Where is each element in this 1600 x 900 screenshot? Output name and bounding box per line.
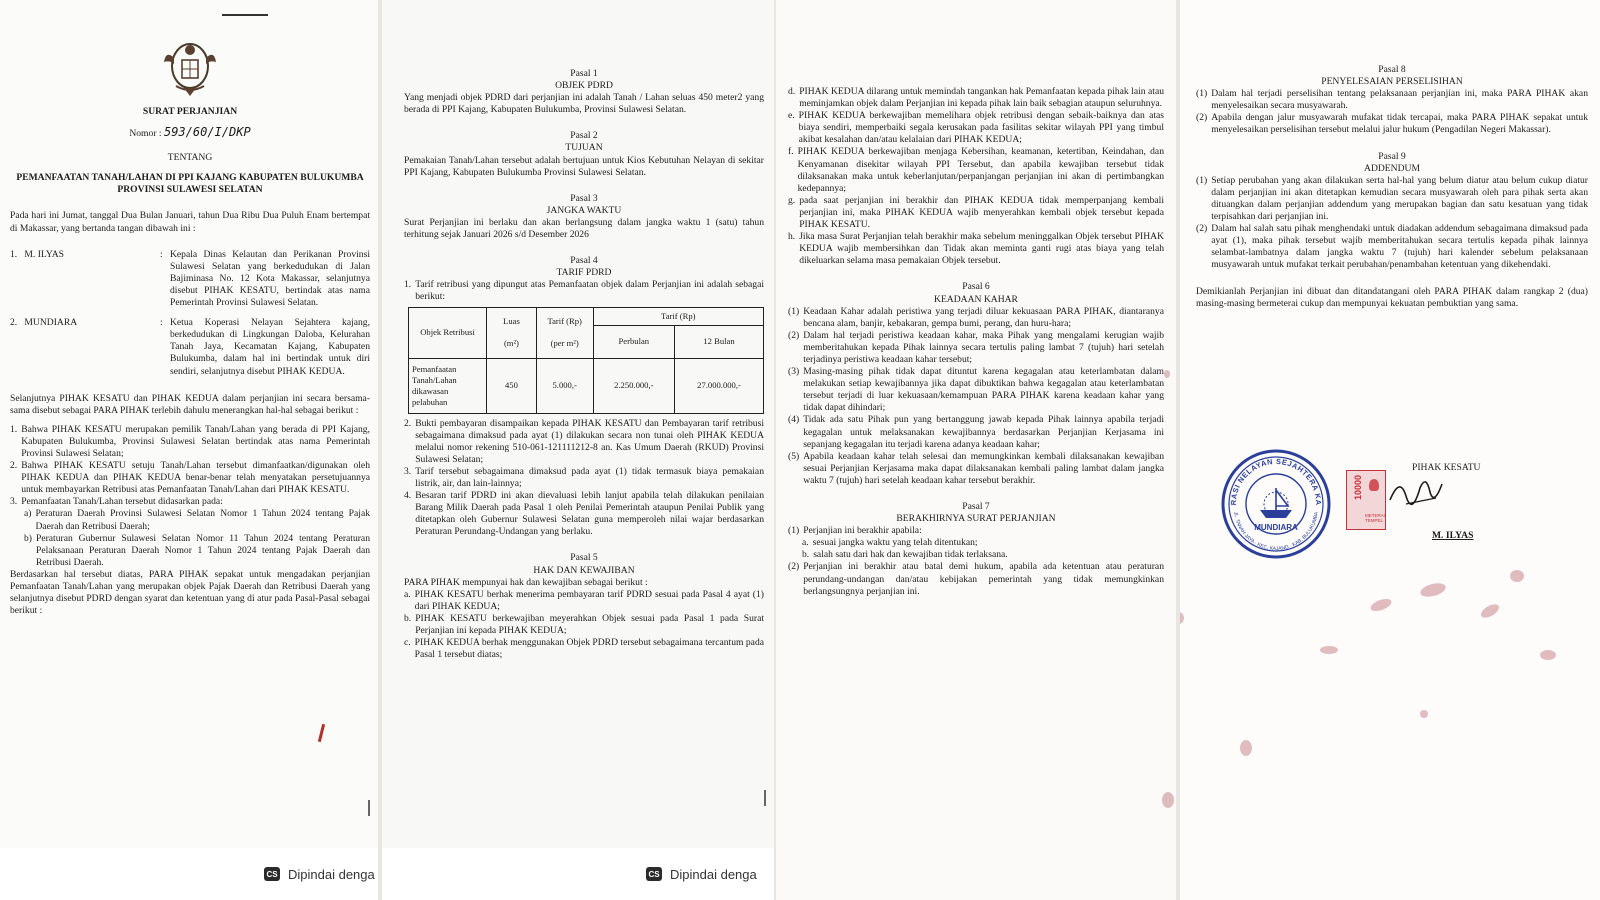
pasal-6-item-4: (4) Tidak ada satu Pihak pun yang bertanggung jawab kepada Pihak lainnya apabila terjadi kegagalan untuk melaksanakan kewajibannya berdasarkan Perjanjian Kerjasama ini sepanjang kegagalan itu terjadi karena adanya keadaan kahar; (788, 414, 1164, 450)
selanjutnya-paragraph: Selanjutnya PIHAK KESATU dan PIHAK KEDUA dalam perjanjian ini secara bersama-sama disebut sebagai PARA PIHAK terlebih dahulu menerangkan hal-hal sebagai berikut : (10, 392, 370, 416)
ink-blot (1180, 612, 1184, 624)
pasal-4-title: Pasal 4 (570, 255, 598, 267)
subject-line-1: PEMANFAATAN TANAH/LAHAN DI PPI KAJANG KABUPATEN BULUKUMBA (16, 172, 364, 184)
cooperative-stamp (1220, 448, 1332, 560)
th-12bulan: 12 Bulan (675, 325, 764, 358)
tentang-label: TENTANG (167, 152, 213, 164)
camscanner-icon: CS (264, 867, 280, 881)
th-perbulan: Perbulan (593, 325, 674, 358)
ink-blot (1369, 597, 1393, 614)
party-2-name-cell (10, 317, 160, 377)
th-luas: Luas (m²) (487, 307, 537, 358)
td-luas: 450 (487, 358, 537, 413)
party-2-name: MUNDIARA (24, 317, 78, 329)
document-number (10, 126, 370, 140)
pasal-4-item-4: 4. Besaran tarif PDRD ini akan dievaluasi lebih lanjut apabila telah dilakukan penilaian Barang Milik Daerah pada Pasal 1 oleh Penilai Pemerintah ataupun Penilai Publik yang ditetapkan oleh Gubernur Sulawesi Selatan guna memperoleh nilai wajar berdasarkan Peraturan Perundang-Undangan yang berlaku. (404, 490, 764, 538)
pasal-6-item-2: (2) Dalam hal terjadi peristiwa keadaan kahar, maka Pihak yang mengalami kerugian wajib memberitahukan kepada Pihak lainnya secara tertulis paling lambat 7 (tujuh) hari setelah terjadinya peristiwa keadaan kahar tersebut; (788, 329, 1164, 365)
ink-blot (1162, 792, 1174, 808)
pasal-9-item-1: (1) Setiap perubahan yang akan dilakukan serta hal-hal yang belum diatur atau belum cukup diatur dalam perjanjian ini akan ditetapkan kemudian secara musyawarah oleh para pihak serta akan dituangkan dalam perjanjian addendum yang merupakan bagian dan satu kesatuan yang tidak terpisahkan dari perjanjian ini. (1196, 174, 1588, 223)
pasal-6-item-5: (5) Apabila keadaan kahar telah selesai dan memungkinkan kembali dilaksanakan kewajiban sesuai Perjanjian Kerjasama maka dapat dilaksanakan kembali paling lambat dalam jangka waktu 7 (tujuh) hari setelah keadaan kahar tersebut berakhir. (788, 450, 1164, 486)
td-objek: Pemanfaatan Tanah/Lahan dikawasan pelabuhan (409, 358, 487, 413)
pasal-7-item-2: (2) Perjanjian ini berakhir atau batal demi hukum, apabila ada ketentuan atau peraturan perundang-undangan dan/atau kebijakan pemerintah yang tidak memungkinkan berlangsungnya perjanjian ini. (788, 561, 1164, 597)
pasal-8-item-1: (1) Dalam hal terjadi perselisihan tentang pelaksanaan perjanjian ini, maka PARA PIHAK akan menyelesaikan secara musyawarah. (1196, 88, 1588, 112)
meterai-stamp (1346, 470, 1386, 530)
item-g: g. pada saat perjanjian ini berakhir dan PIHAK KEDUA tidak memperpanjang kembali perjanjian ini, maka PIHAK KEDUA wajib menyerahkan kembali objek tersebut kepada PIHAK KESATU. (788, 194, 1164, 231)
sub-point-a: a) Peraturan Daerah Provinsi Sulawesi Selatan Nomor 1 Tahun 2024 tentang Pajak Daerah dan Retribusi Daerah; (24, 508, 370, 532)
pasal-8-title: Pasal 8 (1378, 64, 1406, 75)
subject-line-2: PROVINSI SULAWESI SELATAN (117, 184, 263, 196)
pihak-kesatu-name: M. ILYAS (1432, 530, 1474, 541)
pasal-5-title: Pasal 5 (570, 552, 598, 564)
pasal-3-title: Pasal 3 (570, 192, 598, 204)
party-2-description: Ketua Koperasi Nelayan Sejahtera kajang, berkedudukan di Lingkungan Daloba, Kelurahan Tanah Jaya, Kecamatan Kajang, Kabupaten Bulukumba, dalam hal ini bertindak untuk diri sendiri, selanjutnya disebut PIHAK KEDUA. (170, 317, 370, 377)
pasal-6-title: Pasal 6 (962, 281, 990, 293)
pasal-9-item-2: (2) Dalam hal salah satu pihak menghendaki untuk diadakan addendum sebagaimana dimaksud pada ayat (1), maka pihak tersebut wajib memberitahukan secara tertulis kepada pihak lainnya selambat-lambatnya dalam jangka waktu 7 (tujuh) hari kalender sebelum pelaksanaan musyawarah untuk mufakat terkait perubahan/penambahan ketentuan yang dikehendaki. (1196, 223, 1588, 271)
pasal-9-title: Pasal 9 (1378, 150, 1406, 162)
pasal-4-heading: TARIF PDRD (556, 267, 612, 279)
party-1-name: M. ILYAS (24, 248, 64, 260)
closing-paragraph: Berdasarkan hal tersebut diatas, PARA PIHAK sepakat untuk mengadakan perjanjian Pemanfaatan Tanah/Lahan yang merupakan objek Pajak Daerah dan Retribusi Daerah yang selanjutnya disebut PDRD dengan syarat dan ketentuan yang di atur pada Pasal-Pasal sebagai berikut : (10, 568, 370, 617)
pasal-5-intro: PARA PIHAK mempunyai hak dan kewajiban sebagai berikut : (404, 576, 648, 588)
ink-blot (1479, 602, 1501, 621)
meterai-label: METERAI TEMPEL (1365, 513, 1386, 523)
pasal-7-heading: BERAKHIRNYA SURAT PERJANJIAN (896, 513, 1056, 525)
party-1-description: Kepala Dinas Kelautan dan Perikanan Provinsi Sulawesi Selatan yang berkedudukan di Jalan Bajiminasa No. 12 Kota Makassar, selanjutnya disebut PIHAK KESATU, bertindak atas nama Pemerintah Provinsi Sulawesi Selatan. (170, 248, 370, 309)
pasal-6-item-3: (3) Masing-masing pihak tidak dapat dituntut karena kegagalan atau keterlambatan dalam melakukan setiap kewajibannya jika dapat dibuktikan bahwa kegagalan atau keterlambatan tersebut terjadi di luar kekuasaan/kemampuan PARA PIHAK karena keadaan kahar yang tidak dapat dihindari; (788, 366, 1164, 414)
pasal-7-title: Pasal 7 (962, 501, 990, 512)
tarif-table (408, 307, 764, 414)
pasal-4-item-3: 3. Tarif tersebut sebagaimana dimaksud pada ayat (1) tidak termasuk biaya pemakaian listrik, air, dan lain-lainnya; (404, 465, 764, 489)
signature-mark (1386, 470, 1446, 514)
pasal-7-item-1: (1) Perjanjian ini berakhir apabila: (788, 525, 922, 537)
pasal-1-title: Pasal 1 (570, 68, 598, 79)
party-2-number: 2. (10, 317, 18, 329)
item-f: f. PIHAK KEDUA berkewajiban menjaga Kebersihan, keamanan, ketertiban, Keindahan, dan Kenyamanan disekitar wilayah PPI Tersebut, dan apabila kewajiban tersebut tidak dilaksanakan maka untuk keberlanjutan/perpanjangan perjanjian ini akan di pertimbangkan kedepannya; (788, 146, 1164, 194)
item-d: d. PIHAK KEDUA dilarang untuk memindah tangankan hak Pemanfaatan kepada pihak lain atau meminjamkan objek dalam Perjanjian ini kepada pihak lain baik sebagian ataupun seluruhnya. (788, 86, 1164, 110)
pihak-kesatu-label: PIHAK KESATU (1412, 462, 1481, 473)
ink-blot (1164, 370, 1170, 378)
ink-blot (1510, 570, 1524, 582)
item-e: e. PIHAK KEDUA berkewajiban memelihara objek retribusi dengan sebaik-baiknya dan atas biaya sendiri, memperbaiki segala kerusakan pada fasilitas sekitar wilayah PPI yang timbul akibat kesalahan dan/atau kelalaian dari PIHAK KEDUA; (788, 110, 1164, 146)
document-title: SURAT PERJANJIAN (142, 106, 238, 117)
th-tarif-2: Tarif (Rp) (593, 307, 763, 325)
pasal-3-heading: JANGKA WAKTU (546, 204, 622, 216)
ink-mark (318, 724, 325, 742)
svg-text:MUNDIARA: MUNDIARA (1254, 523, 1298, 532)
pasal-4-item-1: 1. Tarif retribusi yang dipungut atas Pemanfaatan objek dalam Perjanjian ini adalah sebagai berikut: (404, 279, 764, 303)
document-page-4 (1180, 0, 1600, 900)
ink-blot (1240, 740, 1252, 756)
scan-mark (222, 14, 268, 16)
scanner-label: Dipindai denga (670, 866, 757, 882)
pasal-7-sub-b: b. salah satu dari hak dan kewajiban tidak terlaksana. (802, 549, 1008, 561)
pasal-7-sub-a: a. sesuai jangka waktu yang telah ditentukan; (802, 537, 978, 549)
pasal-2-heading: TUJUAN (565, 142, 603, 154)
pasal-8-item-2: (2) Apabila dengan jalur musyawarah mufakat tidak tercapai, maka PARA PIHAK sepakat untuk menyelesaikan perselisihan tersebut melalui jalur hukum (Pengadilan Negeri Makassar). (1196, 112, 1588, 136)
sub-point-b: b) Peraturan Gubernur Sulawesi Selatan Nomor 11 Tahun 2024 tentang Peraturan Pelaksanaan Peraturan Daerah Nomor 1 Tahun 2024 tentang Pajak Daerah dan Retribusi Daerah. (24, 532, 370, 568)
pasal-1-text: Yang menjadi objek PDRD dari perjanjian ini adalah Tanah / Lahan seluas 450 meter2 yang berada di PPI Kajang, Kabupaten Bulukumba, Provinsi Sulawesi Selatan. (404, 92, 764, 116)
scan-edge (368, 800, 370, 816)
td-12bulan: 27.000.000,- (675, 358, 764, 413)
scanner-footer-1 (0, 848, 378, 900)
td-perbulan: 2.250.000,- (593, 358, 674, 413)
scan-edge (764, 790, 766, 806)
pasal-9-heading: ADDENDUM (1364, 162, 1420, 174)
svg-text:JL. TANAH JAYA · KEC. KAJANG ·: JL. TANAH JAYA · KEC. KAJANG · KAB. BULUKUMBA (1232, 511, 1320, 553)
point-1: 1. Bahwa PIHAK KESATU merupakan pemilik Tanah/Lahan yang berada di PPI Kajang, Kabupaten Bulukumba, Provinsi Sulawesi Selatan bertindak atas nama Pemerintah Provinsi Sulawesi Selatan; (10, 423, 370, 459)
pasal-5-item-a: a. PIHAK KESATU berhak menerima pembayaran tarif PDRD sesuai pada Pasal 4 ayat (1) dari PIHAK KEDUA; (404, 588, 764, 612)
ink-blot (1540, 650, 1556, 660)
pasal-1-heading: OBJEK PDRD (555, 80, 613, 92)
pasal-6-item-1: (1) Keadaan Kahar adalah peristiwa yang terjadi diluar kekuasaan PARA PIHAK, diantaranya bencana alam, banjir, kebakaran, gempa bumi, perang, dan huru-hara; (788, 305, 1164, 329)
scanner-label: Dipindai denga (288, 866, 375, 882)
pasal-2-text: Pemakaian Tanah/Lahan tersebut adalah bertujuan untuk Kios Kebutuhan Nelayan di sekitar PPI Kajang, Kabupaten Bulukumba Provinsi Sulawesi Selatan. (404, 154, 764, 178)
party-1: 1. M. ILYAS : Kepala Dinas Kelautan dan Perikanan Provinsi Sulawesi Selatan yang berkedudukan di Jalan Bajiminasa No. 12 Kota Makassar, selanjutnya disebut PIHAK KESATU, bertindak atas nama Pemerintah Provinsi Sulawesi Selatan. (10, 248, 370, 309)
th-tarif: Tarif (Rp) (per m²) (536, 307, 593, 358)
document-page-2 (382, 0, 774, 900)
party-1-number: 1. (10, 248, 18, 260)
intro-paragraph: Pada hari ini Jumat, tanggal Dua Bulan Januari, tahun Dua Ribu Dua Puluh Enam bertempat di Makassar, yang bertanda tangan dibawah ini : (10, 210, 370, 234)
scanner-footer-2 (382, 848, 774, 900)
party-2: 2. MUNDIARA : Ketua Koperasi Nelayan Sejahtera kajang, berkedudukan di Lingkungan Daloba, Kelurahan Tanah Jaya, Kecamatan Kajang, Kabupaten Bulukumba, dalam hal ini bertindak untuk diri sendiri, selanjutnya disebut PIHAK KEDUA. (10, 317, 370, 377)
garuda-emblem-icon (1369, 479, 1379, 491)
item-h: h. Jika masa Surat Perjanjian telah berakhir maka sebelum meninggalkan Objek tersebut PIHAK KEDUA wajib membersihkan dan Tidak akan meminta ganti rugi atas biaya yang telah dikeluarkan selama masa pemakaian Objek tersebut. (788, 231, 1164, 267)
pasal-5-item-b: b. PIHAK KESATU berkewajiban meyerahkan Objek sesuai pada Pasal 1 pada Surat Perjanjian ini kepada PIHAK KEDUA; (404, 612, 764, 636)
document-page-3 (776, 0, 1176, 900)
ink-blot (1419, 581, 1447, 599)
garuda-emblem-icon (160, 36, 220, 100)
th-objek: Objek Retribusi (409, 307, 487, 358)
table-row (409, 358, 764, 413)
ink-blot (1420, 710, 1428, 718)
pasal-5-heading: HAK DAN KEWAJIBAN (533, 564, 635, 576)
pasal-2-title: Pasal 2 (570, 130, 598, 142)
party-1-name-cell (10, 249, 160, 309)
camscanner-icon: CS (646, 867, 662, 881)
pasal-3-text: Surat Perjanjian ini berlaku dan akan berlangsung dalam jangka waktu 1 (satu) tahun terhitung sejak Januari 2026 s/d Desember 2026 (404, 216, 764, 241)
ink-blot (1320, 646, 1338, 654)
document-page-1 (0, 0, 378, 900)
closing-paragraph: Demikianlah Perjanjian ini dibuat dan ditandatangani oleh PARA PIHAK dalam rangkap 2 (dua) masing-masing bermeterai cukup dan mempunyai kekuatan pembuktian yang sama. (1196, 285, 1588, 309)
meterai-value: 10000 (1353, 475, 1363, 501)
pasal-4-item-2: 2. Bukti pembayaran disampaikan kepada PIHAK KESATU dan Pembayaran tarif retribusi sebagaimana dimaksud pada ayat (1) dilakukan secara non tunai oleh PIHAK KEDUA melalui nomor rekening 510-061-121111212-8 an. Kas Umum Daerah (RKUD) Provinsi Sulawesi Selatan; (404, 417, 764, 465)
td-tarif: 5.000,- (536, 358, 593, 413)
pasal-8-heading: PENYELESAIAN PERSELISIHAN (1321, 76, 1463, 88)
pasal-5-item-c: c. PIHAK KEDUA berhak menggunakan Objek PDRD tersebut sebagaimana tercantum pada Pasal 1 tersebut diatas; (404, 637, 764, 661)
svg-text:KOPERASI NELAYAN SEJAHTERA KAJ: RASI NELAYAN SEJAHTERA KA (1228, 456, 1324, 506)
pasal-6-heading: KEADAAN KAHAR (934, 293, 1018, 305)
point-3: 3. Pemanfaatan Tanah/Lahan tersebut didasarkan pada: (10, 496, 223, 508)
point-2: 2. Bahwa PIHAK KESATU setuju Tanah/Lahan tersebut dimanfaatkan/digunakan oleh PIHAK KEDUA dan PIHAK KEDUA benar-benar telah menyatakan persetujuannya untuk membayarkan Retribusi atas Pemanfaatan Tanah/Lahan dari PIHAK KESATU. (10, 460, 370, 496)
nomor-label: Nomor : (129, 128, 162, 140)
nomor-value: 593/60/I/DKP (163, 125, 251, 140)
